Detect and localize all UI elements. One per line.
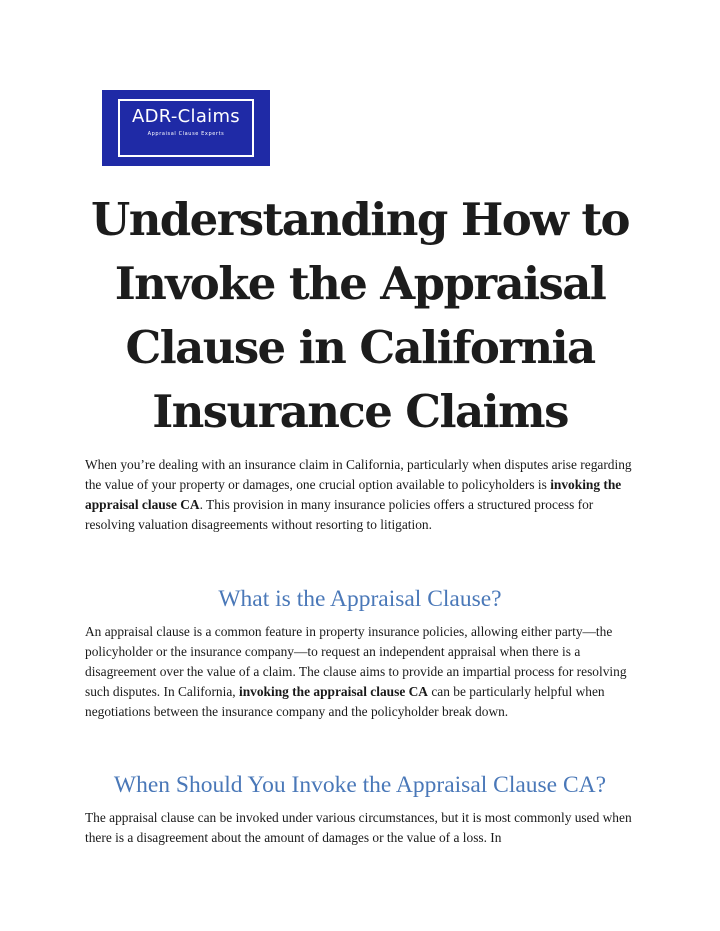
intro-text-2: . This provision in many insurance policies offers a structured process for resolving valuation disagreements without resorting to litigation.: [85, 497, 594, 532]
page-title: Understanding How to Invoke the Appraisal Clause in California Insurance Claims: [91, 193, 629, 438]
section-1-text-1: An appraisal clause is a common feature in property insurance policies, allowing either party—the policyholder or the insurance company—to request an independent appraisal when there is a disagreement over the value of a claim. The clause aims to provide an impartial process for resolving such disputes. In California,: [85, 624, 627, 699]
section-1-heading: What is the Appraisal Clause?: [218, 586, 502, 612]
section-1-text-2: can be particularly helpful when negotiations between the insurance company and the policyholder break down.: [85, 684, 605, 719]
section-1-paragraph: [85, 622, 637, 722]
section-1-bold-keyword: invoking the appraisal clause CA: [238, 684, 428, 699]
logo-name: ADR-Claims: [132, 106, 240, 127]
section-2-text-1: The appraisal clause can be invoked under various circumstances, but it is most commonly used when there is a disagreement about the amount of damages or the value of a loss. In: [85, 810, 632, 845]
section-2-paragraph: [85, 808, 637, 848]
logo-tagline: Appraisal Clause Experts: [147, 131, 225, 137]
intro-bold-keyword: invoking the appraisal clause CA: [85, 477, 622, 512]
intro-text-1: When you’re dealing with an insurance claim in California, particularly when disputes arise regarding the value of your property or damages, one crucial option available to policyholders is: [85, 457, 632, 492]
company-logo: [102, 90, 270, 166]
intro-paragraph: [85, 455, 637, 535]
section-2-heading: When Should You Invoke the Appraisal Clause CA?: [113, 772, 607, 798]
